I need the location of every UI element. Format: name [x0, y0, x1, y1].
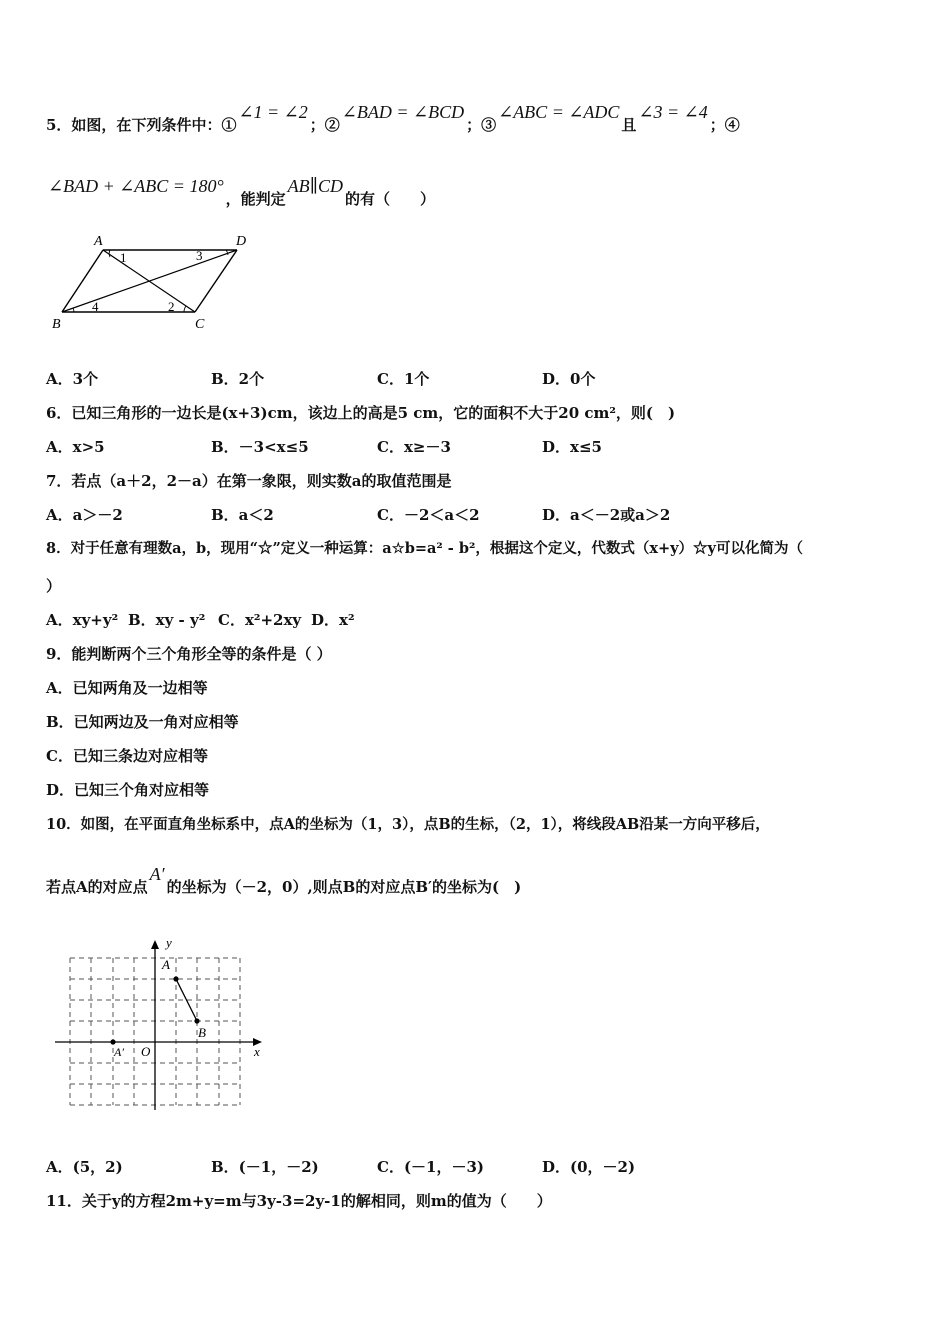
y-axis-arrow	[151, 940, 159, 949]
q5-condition-1: ∠1 = ∠2	[238, 102, 308, 122]
q9-option-a: A．已知两角及一边相等	[46, 679, 208, 697]
label-O: O	[141, 1044, 151, 1059]
diagonal-bd	[62, 250, 237, 312]
q8-option-a: A．xy+y²	[46, 611, 119, 629]
q5-condition-3b: ∠3 = ∠4	[638, 102, 708, 122]
q5-target: AB∥CD	[287, 176, 343, 196]
q8-option-c: C．x²+2xy	[218, 611, 302, 629]
point-b	[194, 1018, 199, 1023]
q5-line2	[46, 176, 435, 209]
label-A-prime: A′	[114, 1045, 124, 1059]
q5-mid-text: ，能判定	[225, 190, 286, 208]
q8-text: 8．对于任意有理数a，b，现用“☆”定义一种运算：a☆b=a² - b²，根据这个定义，代数式（x+y）☆y可以化简为（	[46, 540, 803, 557]
q7-option-c: C．－2＜a＜2	[377, 506, 480, 524]
label-C: C	[195, 317, 205, 332]
label-B: B	[52, 317, 61, 332]
point-a	[173, 976, 178, 981]
q10-coordinate-grid-figure	[50, 932, 270, 1112]
q5-prefix: 5．如图，在下列条件中：①	[46, 116, 237, 134]
q5-sep-3: ；③	[466, 116, 497, 134]
q6-option-b: B．－3<x≤5	[211, 438, 309, 456]
q6-text: 6．已知三角形的一边长是(x+3)cm，该边上的高是5 cm，它的面积不大于20 cm²，则( )	[46, 404, 676, 422]
q9-option-d: D．已知三个角对应相等	[46, 781, 210, 799]
q5-option-d: D．0个	[542, 370, 596, 388]
q7-option-a: A．a＞－2	[46, 506, 123, 524]
label-x: x	[254, 1044, 260, 1059]
q10-aprime-symbol: A′	[149, 864, 165, 884]
label-D: D	[236, 234, 247, 249]
q5-line1	[46, 102, 740, 135]
q10-text2-a: 若点A的对应点	[46, 878, 148, 896]
q6-option-a: A．x>5	[46, 438, 105, 456]
q5-option-c: C．1个	[377, 370, 430, 388]
q7-option-d: D．a＜－2或a＞2	[542, 506, 671, 524]
q5-and: 且	[621, 116, 637, 134]
q5-condition-4: ∠BAD + ∠ABC = 180°	[48, 176, 224, 196]
q5-sep-4: ；④	[709, 116, 740, 134]
q5-option-a: A．3个	[46, 370, 99, 388]
q6-option-c: C．x≥－3	[377, 438, 451, 456]
q8-text-continued: ）	[46, 577, 62, 595]
q10-line2	[46, 864, 522, 897]
label-A: A	[94, 234, 103, 249]
label-y: y	[166, 935, 172, 950]
q10-option-d: D．(0，－2)	[542, 1158, 636, 1176]
q5-sep-2: ；②	[309, 116, 340, 134]
q10-text: 10．如图，在平面直角坐标系中，点A的坐标为（1，3），点B的生标，（2，1），将线段AB沿某一方向平移后，	[46, 816, 770, 833]
q5-condition-3: ∠ABC = ∠ADC	[498, 102, 620, 122]
q9-option-c: C．已知三条边对应相等	[46, 747, 208, 765]
q8-option-d: D．x²	[311, 611, 355, 629]
q5-option-b: B．2个	[211, 370, 265, 388]
q6-option-d: D．x≤5	[542, 438, 602, 456]
q9-text: 9．能判断两个三个角形全等的条件是（ ）	[46, 645, 332, 663]
q5-parallelogram-figure	[40, 228, 260, 338]
label-A: A	[162, 957, 170, 972]
q5-condition-2: ∠BAD = ∠BCD	[341, 102, 465, 122]
q7-text: 7．若点（a＋2，2－a）在第一象限，则实数a的取值范围是	[46, 472, 452, 490]
q10-text2-b: 的坐标为（－2，0）,则点B的对应点B′的坐标为( )	[166, 878, 522, 896]
label-3: 3	[196, 248, 203, 263]
q10-option-b: B．(－1，－2)	[211, 1158, 319, 1176]
q7-option-b: B．a＜2	[211, 506, 274, 524]
q10-option-c: C．(－1，－3)	[377, 1158, 485, 1176]
q8-option-b: B．xy - y²	[128, 611, 206, 629]
label-4: 4	[92, 299, 99, 314]
label-2: 2	[168, 299, 175, 314]
q9-option-b: B．已知两边及一角对应相等	[46, 713, 239, 731]
label-1: 1	[120, 250, 127, 265]
q5-end-text: 的有（ ）	[344, 190, 435, 208]
q10-option-a: A．(5，2)	[46, 1158, 123, 1176]
point-a-prime	[110, 1039, 115, 1044]
label-B: B	[198, 1025, 206, 1040]
q11-text: 11．关于y的方程2m+y=m与3y-3=2y-1的解相同，则m的值为（ ）	[46, 1192, 552, 1210]
